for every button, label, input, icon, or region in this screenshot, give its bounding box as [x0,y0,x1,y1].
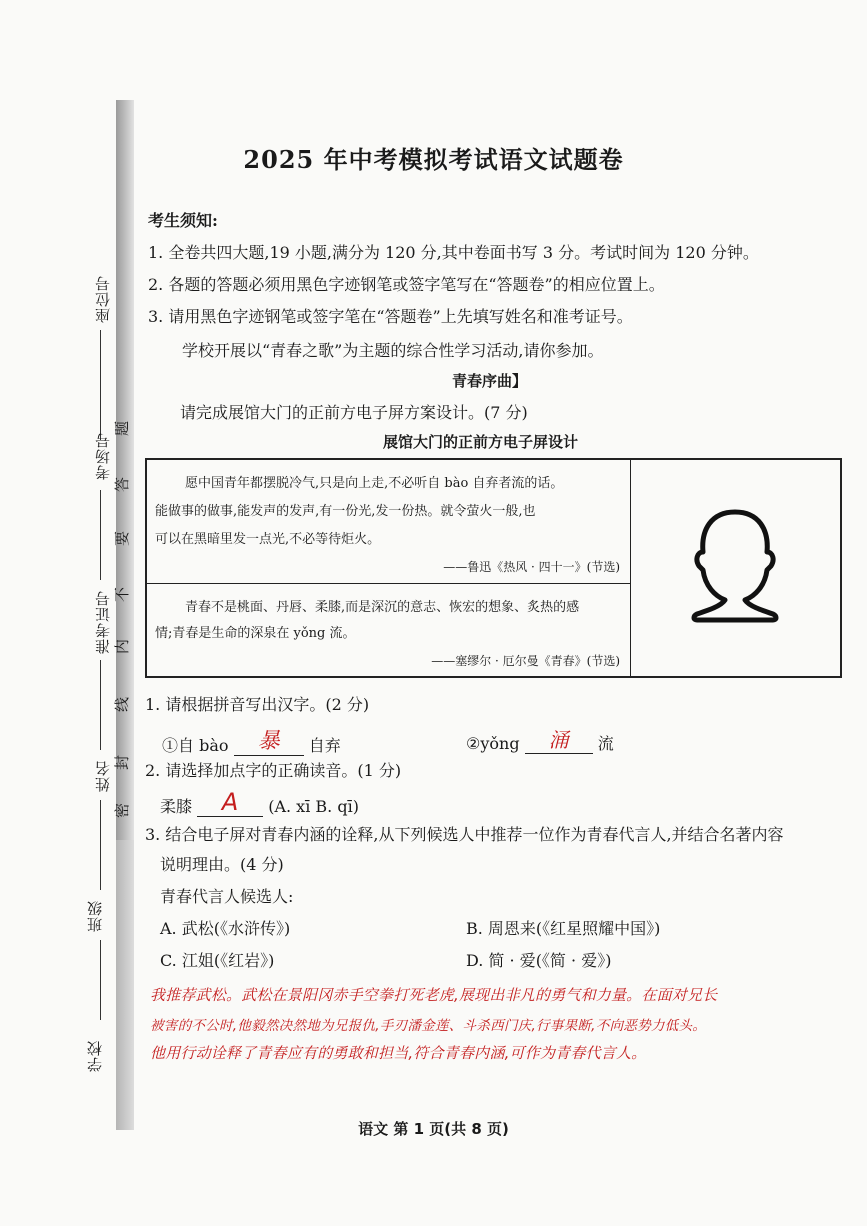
binding-margin-lower [116,840,134,1130]
q1a-answer-blank[interactable] [234,724,304,756]
candidate-option: B. 周恩来(《红星照耀中国》) [466,919,661,938]
q2-answer-blank[interactable] [197,788,263,817]
seat-number-line [100,330,101,440]
seal-char: 答 [113,476,132,493]
q1a-handwritten-answer: 暴 [257,729,280,754]
notice-item: 1. 全卷共四大题,19 小题,满分为 120 分,其中卷面书写 3 分。考试时间为 120 分钟。 [148,243,759,262]
quote-line: 能做事的做事,能发声的发声,有一份光,发一份热。就令萤火一般,也 [155,504,536,519]
handwritten-answer-line: 我推荐武松。武松在景阳冈赤手空拳打死老虎,展现出非凡的勇气和力量。在面对兄长 [150,986,718,1004]
notice-item: 3. 请用黑色字迹钢笔或签字笔在“答题卷”上先填写姓名和准考证号。 [148,307,633,326]
question-2-stem: 2. 请选择加点字的正确读音。(1 分) [145,761,402,780]
quote-line: 青春不是桃面、丹唇、柔膝,而是深沉的意志、恢宏的想象、炙热的感 [185,600,580,615]
ticket-number-label: 准考证号 [94,590,112,654]
quote-source: ——鲁迅《热风 · 四十一》(节选) [443,560,620,574]
task-instruction: 请完成展馆大门的正前方电子屏方案设计。(7 分) [180,403,528,422]
q1b-suffix: 流 [597,734,614,753]
q2-handwritten-answer: A [221,788,239,816]
seat-number-label: 座位号 [94,275,112,323]
q1b-handwritten-answer: 涌 [548,728,569,752]
quote-source: ——塞缪尔 · 厄尔曼《青春》(节选) [431,654,620,668]
quote-line: 可以在黑暗里发一点光,不必等待炬火。 [155,532,381,547]
q1a-prefix: ①自 bào [162,736,229,755]
notice-heading: 考生须知: [148,211,218,230]
seal-char: 题 [113,420,132,437]
question-2-item [160,788,359,817]
candidate-option: D. 简 · 爱(《简 · 爱》) [466,951,612,970]
quote-line: 愿中国青年都摆脱冷气,只是向上走,不必听自 bào 自弃者流的话。 [185,476,564,491]
question-3-stem-cont: 说明理由。(4 分) [160,855,284,874]
quote-cell-ullman [147,584,631,676]
section-title: 青春序曲】 [452,372,528,390]
candidates-label: 青春代言人候选人: [160,887,294,906]
q2-options: (A. xī B. qī) [268,797,359,816]
seal-char: 封 [113,754,132,771]
question-3-stem: 3. 结合电子屏对青春内涵的诠释,从下列候选人中推荐一位作为青春代言人,并结合名著内容 [145,825,784,844]
q1b-prefix: ②yǒng [466,734,520,753]
room-number-line [100,490,101,580]
seal-char: 内 [113,638,132,655]
question-1-item-b [466,724,614,754]
candidate-option: C. 江姐(《红岩》) [160,951,275,970]
name-label: 姓名 [94,760,112,792]
seal-char: 不 [113,586,132,603]
question-1-stem: 1. 请根据拼音写出汉字。(2 分) [145,695,370,714]
seal-char: 要 [113,530,132,547]
portrait-cell [631,460,840,676]
name-line [100,800,101,890]
seal-char: 线 [113,696,132,713]
q1a-suffix: 自弃 [308,736,341,755]
activity-intro: 学校开展以“青春之歌”为主题的综合性学习活动,请你参加。 [182,341,604,360]
q1b-answer-blank[interactable] [525,724,593,754]
room-number-label: 考场号 [94,432,112,480]
quote-cell-lu-xun [147,460,631,584]
page-footer: 语文 第 1 页(共 8 页) [358,1120,509,1138]
person-silhouette-icon [631,460,840,676]
school-label: 学校 [86,1040,104,1072]
q2-word: 柔膝 [160,797,193,816]
handwritten-answer-line: 被害的不公时,他毅然决然地为兄报仇,手刃潘金莲、斗杀西门庆,行事果断,不向恶势力低头。 [150,1018,707,1034]
quote-line: 情;青春是生命的深泉在 yǒng 流。 [155,626,356,641]
class-label: 班级 [86,900,104,932]
exam-title: 2025 年中考模拟考试语文试题卷 [243,145,624,174]
seal-char: 密 [113,802,132,819]
notice-item: 2. 各题的答题必须用黑色字迹钢笔或签字笔写在“答题卷”的相应位置上。 [148,275,665,294]
candidate-option: A. 武松(《水浒传》) [160,919,291,938]
class-line [100,940,101,1020]
ticket-number-line [100,660,101,750]
handwritten-answer-line: 他用行动诠释了青春应有的勇敢和担当,符合青春内涵,可作为青春代言人。 [150,1044,647,1062]
screen-design-title: 展馆大门的正前方电子屏设计 [383,433,579,451]
screen-design-table [145,458,842,678]
question-1-item-a [162,724,341,756]
